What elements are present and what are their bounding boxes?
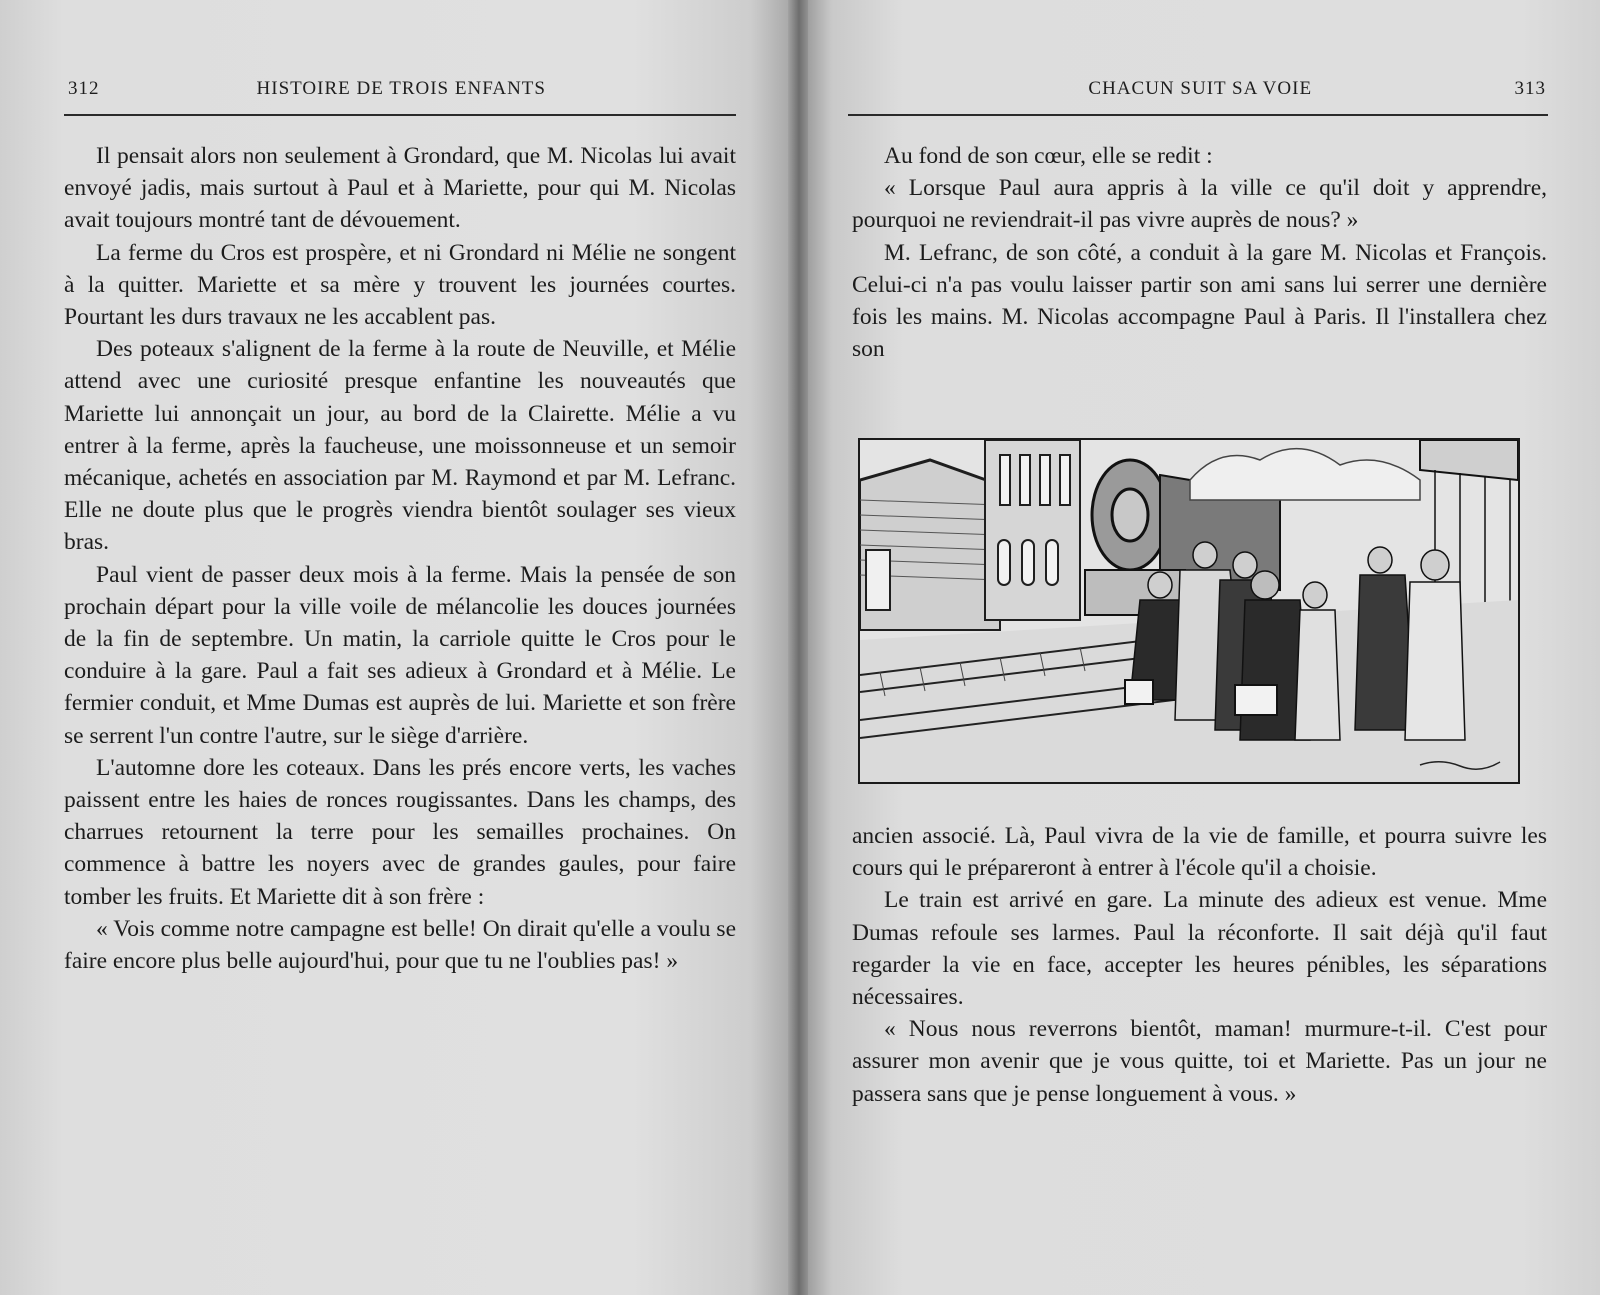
left-paragraph-2: La ferme du Cros est prospère, et ni Grondard ni Mélie ne songent à la quitter. Mariette et sa mère y trouvent les journées courtes. Pourtant les durs travaux ne les accablent pas.: [64, 239, 736, 331]
right-paragraph-6: « Nous nous reverrons bientôt, maman! murmure-t-il. C'est pour assurer mon avenir que je vous quitte, toi et Mariette. Pas un jour ne passera sans que je pense longuement à vous. »: [852, 1016, 1547, 1107]
right-page-number: 313: [1514, 78, 1546, 99]
right-body-text-top: [852, 140, 1547, 365]
left-running-title: HISTOIRE DE TROIS ENFANTS: [256, 78, 546, 99]
right-header-rule: [848, 114, 1548, 116]
right-running-title: CHACUN SUIT SA VOIE: [1088, 78, 1313, 99]
right-paragraph-2: « Lorsque Paul aura appris à la ville ce qu'il doit y apprendre, pourquoi ne reviendrait-il pas vivre auprès de nous? »: [852, 175, 1547, 234]
illustration-drawing: [860, 440, 1518, 782]
right-paragraph-5: Le train est arrivé en gare. La minute des adieux est venue. Mme Dumas refoule ses larmes. Paul la réconforte. Il sait déjà qu'il faut regarder la vie en face, accepter les heures pénibles, les séparations nécessaires.: [852, 887, 1547, 1011]
left-page-number: 312: [68, 78, 100, 99]
right-running-head: [856, 74, 1546, 104]
left-paragraph-6: « Vois comme notre campagne est belle! On dirait qu'elle a voulu se faire encore plus belle aujourd'hui, pour que tu ne l'oublies pas! »: [64, 915, 736, 975]
left-running-head: [68, 74, 733, 104]
left-header-rule: [64, 114, 736, 116]
left-paragraph-3: Des poteaux s'alignent de la ferme à la route de Neuville, et Mélie attend avec une curiosité presque enfantine les nouveautés que Mariette lui annonçait un jour, au bord de la Clairette. Mélie a vu entrer à la ferme, après la faucheuse, une moissonneuse et un semoir mécanique, achetés en association par M. Raymond et par M. Lefranc. Elle ne doute plus que le progrès viendra bientôt soulager ses vieux bras.: [64, 336, 736, 556]
left-paragraph-5: L'automne dore les coteaux. Dans les prés encore verts, les vaches paissent entre les haies de ronces rougissantes. Dans les champs, des charrues retournent la terre pour les semailles prochaines. On commence à battre les noyers avec de grandes gaules, pour faire tomber les fruits. Et Mariette dit à son frère :: [64, 754, 736, 910]
left-paragraph-4: Paul vient de passer deux mois à la ferme. Mais la pensée de son prochain départ pour la ville voile de mélancolie les douces journées de la fin de septembre. Un matin, la carriole quitte le Cros pour le conduire à la gare. Paul a fait ses adieux à Grondard et à Mélie. Le fermier conduit, et Mme Dumas est auprès de lui. Mariette et son frère se serrent l'un contre l'autre, sur le siège d'arrière.: [64, 561, 736, 749]
left-page: [0, 0, 790, 1295]
right-paragraph-4: ancien associé. Là, Paul vivra de la vie de famille, et pourra suivre les cours qui le prépareront à entrer à l'école qu'il a choisie.: [852, 823, 1547, 882]
right-body-text-bottom: [852, 820, 1547, 1110]
left-body-text: [64, 140, 736, 977]
book-gutter: [788, 0, 810, 1295]
left-paragraph-1: Il pensait alors non seulement à Grondard, que M. Nicolas lui avait envoyé jadis, mais surtout à Paul et à Mariette, pour qui M. Nicolas avait toujours montré tant de dévouement.: [64, 143, 736, 234]
train-station-illustration: [858, 438, 1520, 784]
right-paragraph-3: M. Lefranc, de son côté, a conduit à la gare M. Nicolas et François. Celui-ci n'a pas voulu laisser partir son ami sans lui serrer une dernière fois les mains. M. Nicolas accompagne Paul à Paris. Il l'installera chez son: [852, 239, 1547, 363]
right-paragraph-1: Au fond de son cœur, elle se redit :: [884, 143, 1213, 169]
right-page: [808, 0, 1600, 1295]
